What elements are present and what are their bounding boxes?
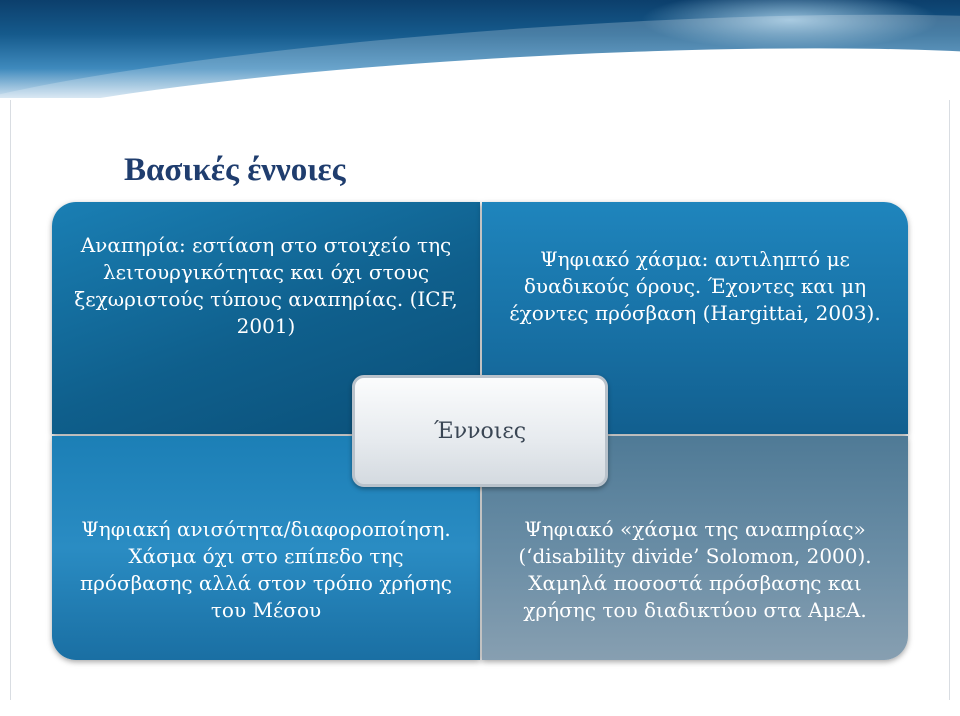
text-line: Ψηφιακή ανισότητα/διαφοροποίηση. xyxy=(81,517,451,541)
text-line: 2001) xyxy=(236,314,296,338)
quadrant-text xyxy=(70,516,462,624)
quadrant-text xyxy=(500,516,890,624)
text-line: πρόσβασης αλλά στον τρόπο χρήσης xyxy=(80,571,452,595)
text-line: χρήσης του διαδικτύου στα ΑμεΑ. xyxy=(523,598,867,622)
text-line: έχοντες πρόσβαση (Hargittai, 2003). xyxy=(509,301,881,325)
text-line: Αναπηρία: εστίαση στο στοιχείο της xyxy=(80,233,452,257)
text-line: Χαμηλά ποσοστά πρόσβασης και xyxy=(528,571,862,595)
header-decoration xyxy=(0,0,960,98)
text-line: λειτουργικότητας και όχι στους xyxy=(102,260,430,284)
text-line: δυαδικούς όρους. Έχοντες και μη xyxy=(523,274,867,298)
quadrant-text xyxy=(70,232,462,340)
text-line: (‘disability divide’ Solomon, 2000). xyxy=(518,544,872,568)
text-line: Ψηφιακό «χάσμα της αναπηρίας» xyxy=(524,517,866,541)
center-label: Έννοιες xyxy=(433,418,527,444)
text-line: ξεχωριστούς τύπους αναπηρίας. (ICF, xyxy=(74,287,458,311)
quadrant-text xyxy=(500,246,890,327)
text-line: Ψηφιακό χάσμα: αντιληπτό με xyxy=(540,247,850,271)
text-line: Χάσμα όχι στο επίπεδο της xyxy=(128,544,404,568)
text-line: του Μέσου xyxy=(210,598,322,622)
page-title: Βασικές έννοιες xyxy=(124,152,346,188)
center-concept-box xyxy=(352,375,608,487)
